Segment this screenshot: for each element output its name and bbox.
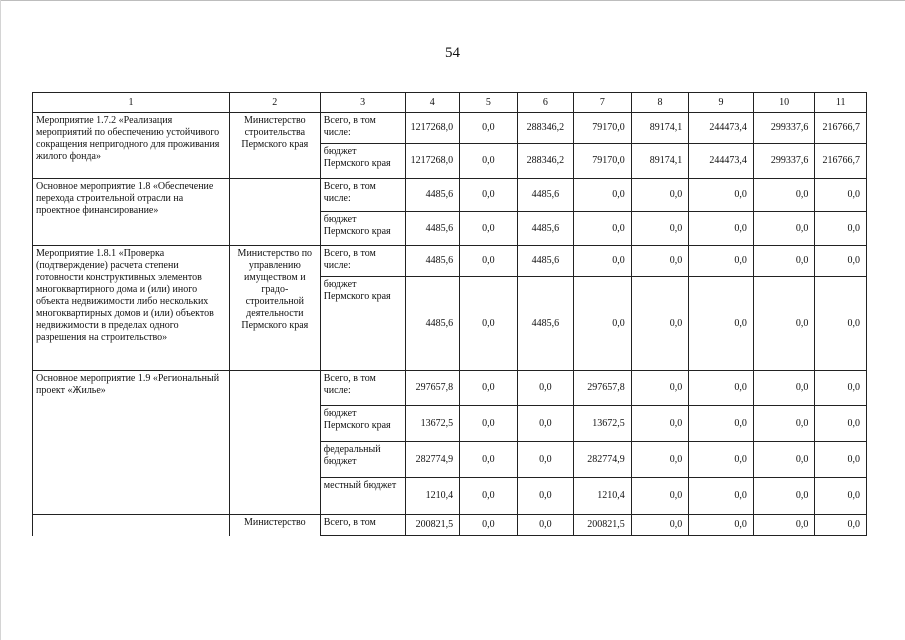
amount-cell: 0,0 xyxy=(460,478,518,515)
amount-cell: 13672,5 xyxy=(574,406,632,442)
amount-cell: 4485,6 xyxy=(517,277,574,371)
amount-cell: 0,0 xyxy=(631,246,689,277)
amount-cell: 0,0 xyxy=(689,406,754,442)
amount-cell: 0,0 xyxy=(460,113,518,144)
amount-cell: 0,0 xyxy=(631,406,689,442)
column-header: 11 xyxy=(815,93,867,113)
amount-cell: 216766,7 xyxy=(815,113,867,144)
amount-cell: 299337,6 xyxy=(753,113,815,144)
amount-cell: 0,0 xyxy=(460,371,518,406)
event-name-cell xyxy=(33,515,230,536)
amount-cell: 282774,9 xyxy=(405,442,460,478)
amount-cell: 200821,5 xyxy=(405,515,460,536)
amount-cell: 0,0 xyxy=(631,515,689,536)
amount-cell: 0,0 xyxy=(815,515,867,536)
column-header: 7 xyxy=(574,93,632,113)
amount-cell: 0,0 xyxy=(815,406,867,442)
amount-cell: 0,0 xyxy=(753,406,815,442)
event-name-cell: Основное мероприятие 1.9 «Региональный проект «Жилье» xyxy=(33,371,230,515)
table-row xyxy=(33,515,867,536)
amount-cell: 0,0 xyxy=(460,277,518,371)
column-header: 8 xyxy=(631,93,689,113)
table-body xyxy=(33,93,867,536)
amount-cell: 0,0 xyxy=(689,179,754,212)
amount-cell: 0,0 xyxy=(574,277,632,371)
amount-cell: 0,0 xyxy=(460,212,518,246)
amount-cell: 0,0 xyxy=(753,371,815,406)
page-edge xyxy=(0,0,905,1)
amount-cell: 1210,4 xyxy=(574,478,632,515)
amount-cell: 0,0 xyxy=(517,406,574,442)
amount-cell: 0,0 xyxy=(460,442,518,478)
funding-source-cell: бюджет Пермского края xyxy=(320,406,405,442)
page-edge xyxy=(0,0,1,640)
amount-cell: 0,0 xyxy=(753,442,815,478)
amount-cell: 4485,6 xyxy=(517,246,574,277)
amount-cell: 0,0 xyxy=(460,144,518,179)
event-name-cell: Мероприятие 1.7.2 «Реализация мероприятий по обеспечению устойчивого сокращения непригодного для проживания жилого фонда» xyxy=(33,113,230,179)
table-row xyxy=(33,371,867,406)
amount-cell: 0,0 xyxy=(460,246,518,277)
amount-cell: 0,0 xyxy=(517,515,574,536)
table-row xyxy=(33,246,867,277)
table-row xyxy=(33,113,867,144)
column-header: 10 xyxy=(753,93,815,113)
amount-cell: 4485,6 xyxy=(405,277,460,371)
amount-cell: 282774,9 xyxy=(574,442,632,478)
amount-cell: 0,0 xyxy=(689,277,754,371)
amount-cell: 0,0 xyxy=(460,406,518,442)
event-name-cell: Мероприятие 1.8.1 «Проверка (подтверждение) расчета степени готовности конструктивных элементов многоквартирного дома и (или) иного объекта недвижимости либо нескольких многоквартирных домов и (или) объектов недвижимости в пределах одного разрешения на строительство» xyxy=(33,246,230,371)
amount-cell: 79170,0 xyxy=(574,144,632,179)
funding-source-cell: Всего, в том числе: xyxy=(320,246,405,277)
page-number: 54 xyxy=(445,45,460,61)
amount-cell: 0,0 xyxy=(753,179,815,212)
amount-cell: 0,0 xyxy=(753,246,815,277)
budget-table xyxy=(32,92,867,536)
funding-source-cell: Всего, в том числе: xyxy=(320,179,405,212)
amount-cell: 0,0 xyxy=(574,212,632,246)
amount-cell: 79170,0 xyxy=(574,113,632,144)
amount-cell: 0,0 xyxy=(631,212,689,246)
funding-source-cell: местный бюджет xyxy=(320,478,405,515)
amount-cell: 0,0 xyxy=(815,246,867,277)
column-header: 6 xyxy=(517,93,574,113)
amount-cell: 0,0 xyxy=(689,246,754,277)
column-header: 9 xyxy=(689,93,754,113)
amount-cell: 0,0 xyxy=(815,179,867,212)
responsible-cell xyxy=(229,371,320,515)
amount-cell: 0,0 xyxy=(517,371,574,406)
table-row xyxy=(33,179,867,212)
column-header: 5 xyxy=(460,93,518,113)
amount-cell: 0,0 xyxy=(689,212,754,246)
amount-cell: 0,0 xyxy=(517,478,574,515)
funding-source-cell: Всего, в том числе: xyxy=(320,113,405,144)
amount-cell: 1210,4 xyxy=(405,478,460,515)
amount-cell: 0,0 xyxy=(631,371,689,406)
funding-source-cell: бюджет Пермского края xyxy=(320,144,405,179)
amount-cell: 0,0 xyxy=(815,442,867,478)
amount-cell: 89174,1 xyxy=(631,144,689,179)
header-row xyxy=(33,93,867,113)
amount-cell: 1217268,0 xyxy=(405,113,460,144)
funding-source-cell: Всего, в том числе: xyxy=(320,371,405,406)
funding-source-cell: федеральный бюджет xyxy=(320,442,405,478)
amount-cell: 13672,5 xyxy=(405,406,460,442)
amount-cell: 0,0 xyxy=(460,179,518,212)
funding-source-cell: бюджет Пермского края xyxy=(320,277,405,371)
amount-cell: 0,0 xyxy=(517,442,574,478)
amount-cell: 244473,4 xyxy=(689,113,754,144)
amount-cell: 0,0 xyxy=(753,212,815,246)
amount-cell: 297657,8 xyxy=(405,371,460,406)
amount-cell: 0,0 xyxy=(460,515,518,536)
amount-cell: 299337,6 xyxy=(753,144,815,179)
responsible-cell: Министерство строительства Пермского края xyxy=(229,113,320,179)
funding-source-cell: бюджет Пермского края xyxy=(320,212,405,246)
amount-cell: 288346,2 xyxy=(517,113,574,144)
responsible-cell xyxy=(229,179,320,246)
amount-cell: 4485,6 xyxy=(517,179,574,212)
amount-cell: 0,0 xyxy=(574,179,632,212)
amount-cell: 4485,6 xyxy=(517,212,574,246)
amount-cell: 288346,2 xyxy=(517,144,574,179)
amount-cell: 89174,1 xyxy=(631,113,689,144)
amount-cell: 0,0 xyxy=(753,515,815,536)
column-header: 1 xyxy=(33,93,230,113)
amount-cell: 0,0 xyxy=(631,179,689,212)
column-header: 3 xyxy=(320,93,405,113)
amount-cell: 200821,5 xyxy=(574,515,632,536)
amount-cell: 297657,8 xyxy=(574,371,632,406)
amount-cell: 4485,6 xyxy=(405,212,460,246)
amount-cell: 0,0 xyxy=(689,478,754,515)
amount-cell: 0,0 xyxy=(753,478,815,515)
amount-cell: 0,0 xyxy=(815,212,867,246)
funding-source-cell: Всего, в том xyxy=(320,515,405,536)
amount-cell: 0,0 xyxy=(689,442,754,478)
amount-cell: 216766,7 xyxy=(815,144,867,179)
responsible-cell: Министерство xyxy=(229,515,320,536)
amount-cell: 0,0 xyxy=(815,277,867,371)
amount-cell: 0,0 xyxy=(815,478,867,515)
amount-cell: 4485,6 xyxy=(405,179,460,212)
amount-cell: 0,0 xyxy=(815,371,867,406)
amount-cell: 0,0 xyxy=(753,277,815,371)
amount-cell: 0,0 xyxy=(631,442,689,478)
event-name-cell: Основное мероприятие 1.8 «Обеспечение перехода строительной отрасли на проектное финансирование» xyxy=(33,179,230,246)
amount-cell: 0,0 xyxy=(631,478,689,515)
column-header: 4 xyxy=(405,93,460,113)
amount-cell: 1217268,0 xyxy=(405,144,460,179)
column-header: 2 xyxy=(229,93,320,113)
amount-cell: 244473,4 xyxy=(689,144,754,179)
responsible-cell: Министерство по управлению имуществом и градо-строительной деятельности Пермского края xyxy=(229,246,320,371)
amount-cell: 0,0 xyxy=(574,246,632,277)
amount-cell: 0,0 xyxy=(689,371,754,406)
amount-cell: 4485,6 xyxy=(405,246,460,277)
amount-cell: 0,0 xyxy=(631,277,689,371)
amount-cell: 0,0 xyxy=(689,515,754,536)
